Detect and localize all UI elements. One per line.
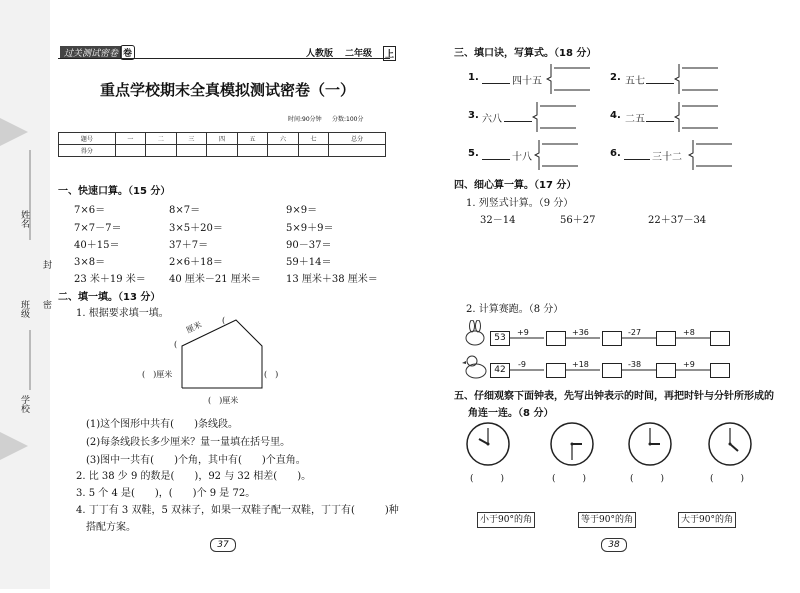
section3-heading: 三、填口诀，写算式。（18 分）	[454, 48, 597, 59]
term-label: 上	[383, 46, 396, 61]
right-page	[400, 0, 800, 589]
score-table-score-row	[59, 145, 386, 157]
section2-heading: 二、填一填。（13 分）	[58, 292, 161, 303]
race-answer-box[interactable]	[602, 331, 622, 346]
rhyme-pre: 六八	[482, 114, 502, 125]
left-page	[0, 0, 400, 589]
rhyme-post: 十八	[512, 152, 532, 163]
oral-calc: 3×5＋20＝	[169, 223, 223, 234]
header-rule	[58, 58, 390, 59]
page-number-right: 38	[601, 538, 627, 552]
section4-heading: 四、细心算一算。（17 分）	[454, 180, 577, 191]
clock-row	[460, 420, 790, 468]
race-op: +9	[683, 360, 695, 369]
race-op: +18	[572, 360, 589, 369]
race-op: -38	[628, 360, 642, 369]
race-answer-box[interactable]	[656, 363, 676, 378]
oral-calc: 59＋14＝	[286, 257, 332, 268]
rhyme-item-num: 3.	[468, 110, 479, 121]
rhyme-blank[interactable]	[482, 159, 510, 160]
left-side-label: ( )厘米	[142, 370, 173, 379]
section5-heading: 五、仔细观察下面钟表，先写出钟表示的时间，再把时针与分针所形成的	[454, 391, 774, 402]
rhyme-post: 四十五	[512, 76, 542, 87]
score-cell: 总分	[329, 133, 386, 145]
binding-strip	[0, 0, 50, 589]
clock-icon	[709, 423, 751, 465]
rabbit-icon	[462, 320, 488, 346]
score-table-header-row	[59, 133, 386, 145]
vertical-calc: 32－14	[480, 215, 516, 226]
oral-calc: 9×9＝	[286, 205, 318, 216]
race-answer-box[interactable]	[602, 363, 622, 378]
series-badge: 过关测试密卷	[60, 46, 122, 59]
side-label-school: 学校	[19, 395, 29, 413]
vertical-calc: 22＋37－34	[648, 215, 707, 226]
section2-sub1: (1)这个图形中共有( )条线段。	[86, 419, 238, 430]
score-cell: 六	[268, 133, 299, 145]
rhyme-pre: 二五	[625, 114, 645, 125]
oral-calc: 37＋7＝	[169, 240, 209, 251]
angle-option-obtuse[interactable]: 大于90°的角	[678, 512, 736, 528]
race-op: +8	[683, 328, 695, 337]
score-cell: 五	[237, 133, 268, 145]
score-cell: 二	[146, 133, 177, 145]
roof-right-paren: (	[222, 316, 226, 325]
side-label-class: 班级	[19, 300, 29, 318]
clock-time-blank[interactable]: ( )	[470, 474, 505, 484]
clock-icon	[467, 423, 509, 465]
edition-label: 人教版	[306, 49, 334, 59]
rhyme-pre: 五七	[625, 76, 645, 87]
rhyme-brace	[546, 62, 592, 96]
oral-calc: 90－37＝	[286, 240, 332, 251]
oral-calc: 2×6＋18＝	[169, 257, 223, 268]
score-input-cell[interactable]	[176, 145, 207, 157]
binding-arrows	[0, 0, 50, 589]
rhyme-item-num: 2.	[610, 72, 621, 83]
race-start: 53	[490, 331, 510, 346]
score-input-cell[interactable]	[207, 145, 238, 157]
score-input-cell[interactable]	[298, 145, 329, 157]
section5-heading-cont: 角连一连。（8 分）	[468, 408, 554, 419]
rhyme-item-num: 6.	[610, 148, 621, 159]
side-label-seal: 封	[41, 260, 51, 269]
rhyme-blank[interactable]	[504, 121, 532, 122]
rhyme-brace	[532, 100, 578, 134]
score-input-cell[interactable]	[146, 145, 177, 157]
section1-heading: 一、快速口算。（15 分）	[58, 186, 171, 197]
race-answer-box[interactable]	[546, 363, 566, 378]
race-op: +36	[572, 328, 589, 337]
rhyme-brace	[674, 62, 720, 96]
roof-left-label: 厘米	[184, 320, 204, 335]
clock-icon	[629, 423, 671, 465]
rhyme-item-num: 1.	[468, 72, 479, 83]
grade-label: 二年级	[345, 49, 373, 59]
bottom-side-label: ( )厘米	[208, 396, 239, 405]
score-cell: 一	[115, 133, 146, 145]
score-table	[58, 132, 386, 157]
race-answer-box[interactable]	[546, 331, 566, 346]
clock-icon	[551, 423, 593, 465]
rhyme-blank[interactable]	[646, 121, 674, 122]
oral-calc: 23 米＋19 米＝	[74, 274, 146, 285]
rhyme-blank[interactable]	[646, 83, 674, 84]
rhyme-blank[interactable]	[624, 159, 650, 160]
page-number-left: 37	[210, 538, 236, 552]
clock-time-blank[interactable]: ( )	[630, 474, 665, 484]
clock-time-blank[interactable]: ( )	[710, 474, 745, 484]
section2-q4-cont: 搭配方案。	[86, 522, 136, 533]
right-side-label: ( )	[264, 370, 279, 379]
clock-time-blank[interactable]: ( )	[552, 474, 587, 484]
score-cell: 七	[298, 133, 329, 145]
oral-calc: 7×6＝	[74, 205, 106, 216]
race-op: -9	[518, 360, 526, 369]
vertical-calc: 56＋27	[560, 215, 596, 226]
oral-calc: 8×7＝	[169, 205, 201, 216]
angle-option-acute[interactable]: 小于90°的角	[477, 512, 535, 528]
exam-full-score: 分数:100分	[332, 116, 364, 123]
oral-calc: 3×8＝	[74, 257, 106, 268]
exam-title: 重点学校期末全真模拟测试密卷（一）	[100, 81, 356, 99]
roof-left-paren: (	[174, 340, 178, 349]
score-cell: 三	[176, 133, 207, 145]
section4-q2: 2. 计算赛跑。（8 分）	[466, 304, 564, 315]
pentagon-figure	[140, 316, 310, 396]
side-label-name: 姓名	[19, 210, 29, 228]
race-answer-box[interactable]	[710, 363, 730, 378]
oral-calc: 40 厘米－21 厘米＝	[169, 274, 261, 285]
rhyme-brace	[534, 138, 580, 172]
oral-calc: 40＋15＝	[74, 240, 120, 251]
section4-q1: 1. 列竖式计算。（9 分）	[466, 198, 574, 209]
score-input-cell[interactable]	[115, 145, 146, 157]
rhyme-blank[interactable]	[482, 83, 510, 84]
badge-icon: 卷	[120, 45, 135, 60]
oral-calc: 13 厘米＋38 厘米＝	[286, 274, 378, 285]
race-op: +9	[517, 328, 529, 337]
score-input-cell[interactable]	[329, 145, 386, 157]
exam-time: 时间:90分钟	[288, 116, 322, 123]
score-cell: 四	[207, 133, 238, 145]
section2-q1: 1. 根据要求填一填。	[76, 308, 169, 319]
duck-icon	[462, 354, 488, 380]
race-answer-box[interactable]	[710, 331, 730, 346]
race-answer-box[interactable]	[656, 331, 676, 346]
score-input-cell[interactable]	[268, 145, 299, 157]
section2-sub3: (3)图中一共有( )个角，其中有( )个直角。	[86, 455, 306, 466]
score-cell: 题号	[59, 133, 116, 145]
angle-option-right[interactable]: 等于90°的角	[578, 512, 636, 528]
race-start: 42	[490, 363, 510, 378]
section2-q4: 4. 丁丁有 3 双鞋，5 双袜子，如果一双鞋子配一双鞋，丁丁有( )种	[76, 505, 399, 516]
rhyme-item-num: 4.	[610, 110, 621, 121]
rhyme-brace	[688, 138, 734, 172]
rhyme-item-num: 5.	[468, 148, 479, 159]
score-cell: 得分	[59, 145, 116, 157]
section2-sub2: (2)每条线段长多少厘米？量一量填在括号里。	[86, 437, 291, 448]
rhyme-brace	[674, 100, 720, 134]
side-label-secret: 密	[41, 300, 51, 309]
oral-calc: 5×9＋9＝	[286, 223, 334, 234]
rhyme-post: 三十二	[652, 152, 682, 163]
race-op: -27	[628, 328, 642, 337]
oral-calc: 7×7－7＝	[74, 223, 122, 234]
score-input-cell[interactable]	[237, 145, 268, 157]
section2-q3: 3. 5 个 4 是( )，( )个 9 是 72。	[76, 488, 256, 499]
section2-q2: 2. 比 38 少 9 的数是( )，92 与 32 相差( )。	[76, 471, 312, 482]
